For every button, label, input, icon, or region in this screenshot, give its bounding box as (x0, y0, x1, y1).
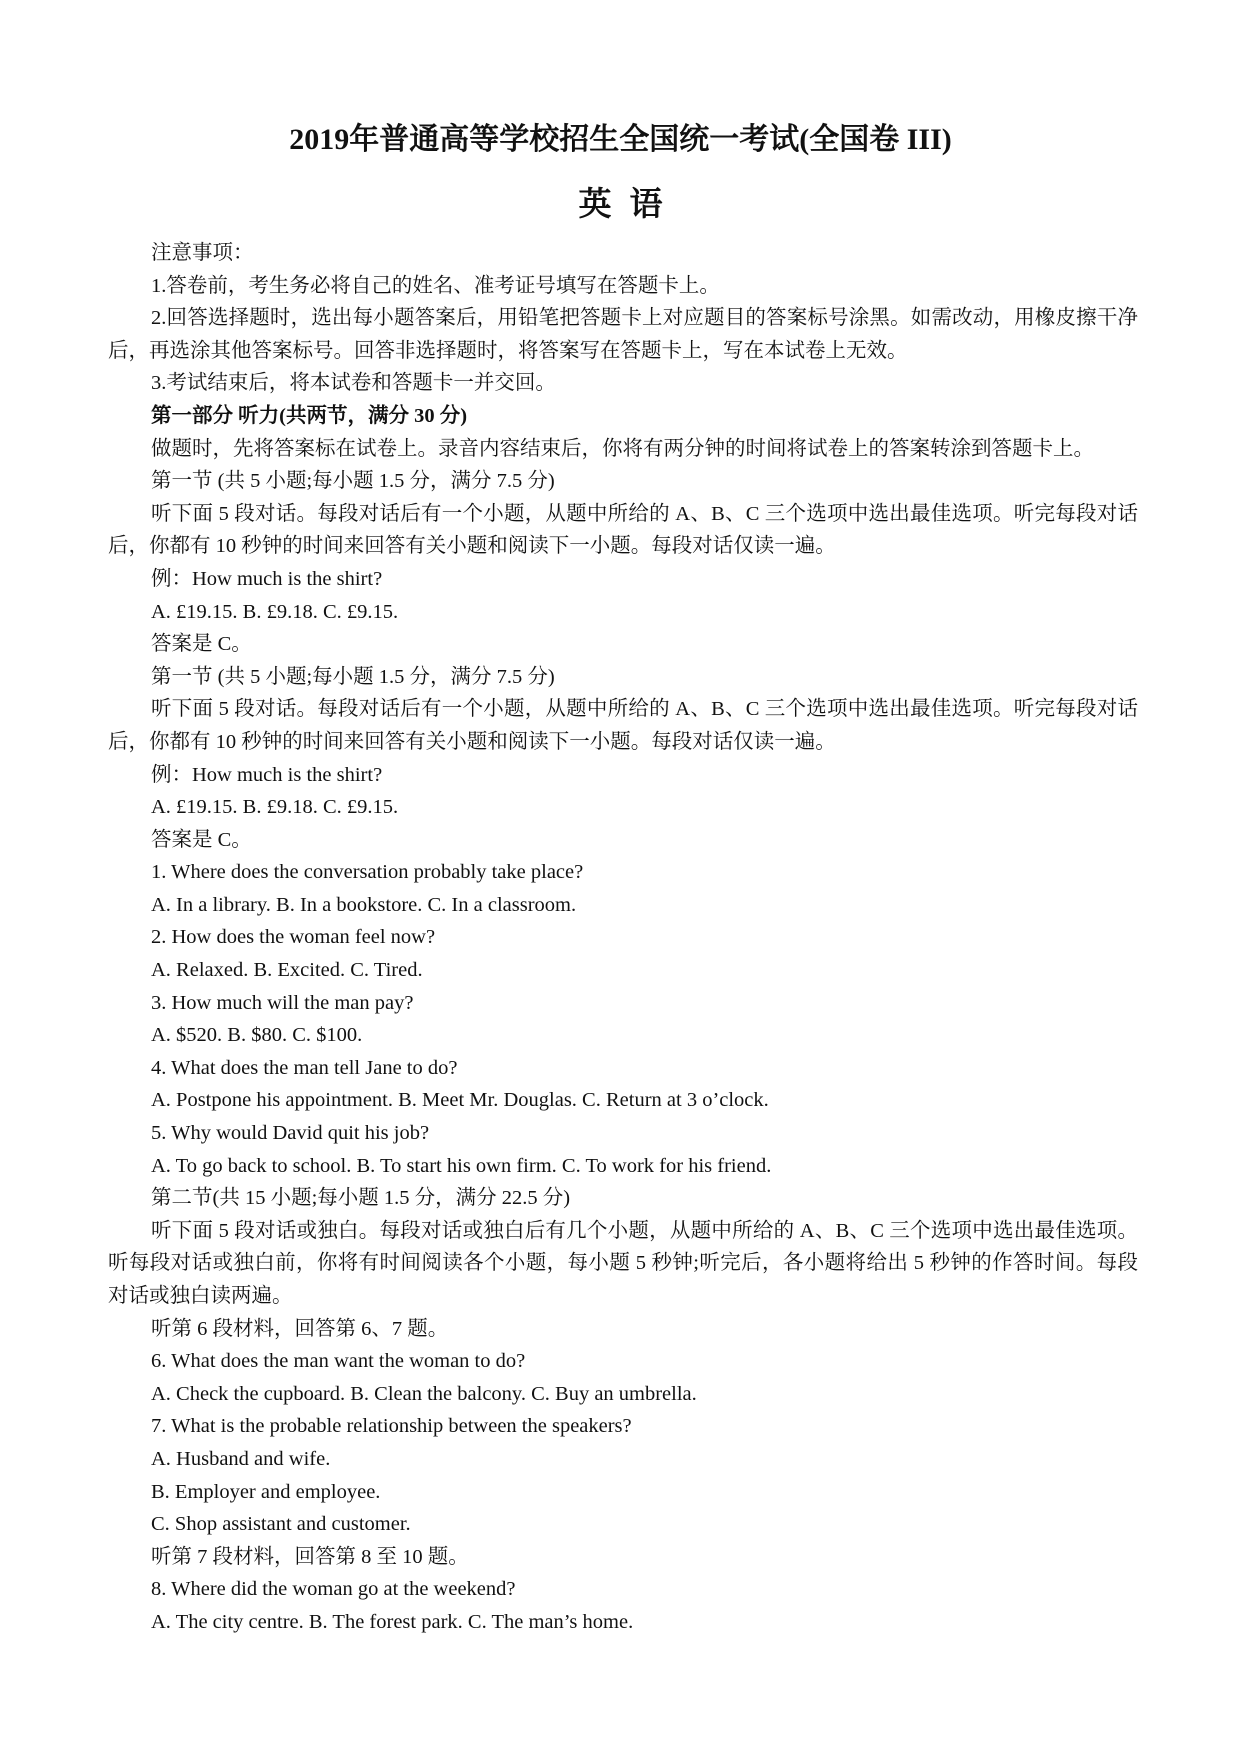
text-line: 3. How much will the man pay? (151, 991, 414, 1014)
text-line: 8. Where did the woman go at the weekend? (151, 1578, 516, 1601)
text-line: A. £19.15. B. £9.18. C. £9.15. (151, 600, 399, 623)
text-line: 听第 7 段材料，回答第 8 至 10 题。 (151, 1545, 469, 1568)
text-line: A. Husband and wife. (151, 1447, 331, 1470)
text-line: 做题时，先将答案标在试卷上。录音内容结束后，你将有两分钟的时间将试卷上的答案转涂到答题卡上。 (151, 437, 1094, 460)
paragraph: 2.回答选择题时，选出每小题答案后，用铅笔把答题卡上对应题目的答案标号涂黑。如需改动，用橡皮擦干净后，再选涂其他答案标号。回答非选择题时，将答案写在答题卡上，写在本试卷上无效。 (108, 307, 1138, 362)
section-heading: 第一部分 听力(共两节，满分 30 分) (151, 404, 468, 427)
text-line: 例：How much is the shirt? (151, 567, 383, 590)
text-line: 第一节 (共 5 小题;每小题 1.5 分，满分 7.5 分) (151, 470, 555, 493)
text-line: 例：How much is the shirt? (151, 763, 383, 786)
text-line: 1. Where does the conversation probably take place? (151, 861, 584, 884)
text-line: A. To go back to school. B. To start his own firm. C. To work for his friend. (151, 1154, 772, 1177)
text-line: 第二节(共 15 小题;每小题 1.5 分，满分 22.5 分) (151, 1187, 571, 1210)
text-line: A. £19.15. B. £9.18. C. £9.15. (151, 796, 399, 819)
text-line: 听第 6 段材料，回答第 6、7 题。 (151, 1317, 449, 1340)
text-line: 7. What is the probable relationship between the speakers? (151, 1415, 632, 1438)
text-line: B. Employer and employee. (151, 1480, 381, 1503)
text-line: A. In a library. B. In a bookstore. C. In a classroom. (151, 893, 577, 916)
text-line: A. $520. B. $80. C. $100. (151, 1024, 363, 1047)
text-line: A. Postpone his appointment. B. Meet Mr. Douglas. C. Return at 3 o’clock. (151, 1089, 769, 1112)
text-line: A. Check the cupboard. B. Clean the balcony. C. Buy an umbrella. (151, 1382, 697, 1405)
text-line: 5. Why would David quit his job? (151, 1122, 430, 1145)
text-line: 4. What does the man tell Jane to do? (151, 1056, 458, 1079)
text-line: C. Shop assistant and customer. (151, 1513, 411, 1536)
text-line: A. Relaxed. B. Excited. C. Tired. (151, 959, 423, 982)
text-line: A. The city centre. B. The forest park. C. The man’s home. (151, 1610, 634, 1633)
paragraph: 听下面 5 段对话或独白。每段对话或独白后有几个小题，从题中所给的 A、B、C 三个选项中选出最佳选项。听每段对话或独白前，你将有时间阅读各个小题，每小题 5 秒钟;听完后，各小题将给出 5 秒钟的作答时间。每段对话或独白读两遍。 (108, 1219, 1138, 1307)
text-line: 3.考试结束后，将本试卷和答题卡一并交回。 (151, 372, 556, 395)
text-line: 2. How does the woman feel now? (151, 926, 436, 949)
text-line: 6. What does the man want the woman to do? (151, 1350, 526, 1373)
exam-body (108, 237, 1138, 1639)
text-line: 注意事项： (151, 242, 254, 264)
text-line: 1.答卷前，考生务必将自己的姓名、准考证号填写在答题卡上。 (151, 274, 720, 297)
text-line: 第一节 (共 5 小题;每小题 1.5 分，满分 7.5 分) (151, 665, 555, 688)
paragraph: 听下面 5 段对话。每段对话后有一个小题，从题中所给的 A、B、C 三个选项中选出最佳选项。听完每段对话后，你都有 10 秒钟的时间来回答有关小题和阅读下一小题。每段对话仅读一遍。 (108, 502, 1138, 558)
text-line: 答案是 C。 (151, 633, 252, 656)
text-line: 答案是 C。 (151, 828, 252, 851)
page-title: 2019年普通高等学校招生全国统一考试(全国卷 III) (289, 123, 952, 156)
subject-title: 英语 (578, 187, 681, 223)
paragraph: 听下面 5 段对话。每段对话后有一个小题，从题中所给的 A、B、C 三个选项中选出最佳选项。听完每段对话后，你都有 10 秒钟的时间来回答有关小题和阅读下一小题。每段对话仅读一遍。 (108, 698, 1138, 753)
